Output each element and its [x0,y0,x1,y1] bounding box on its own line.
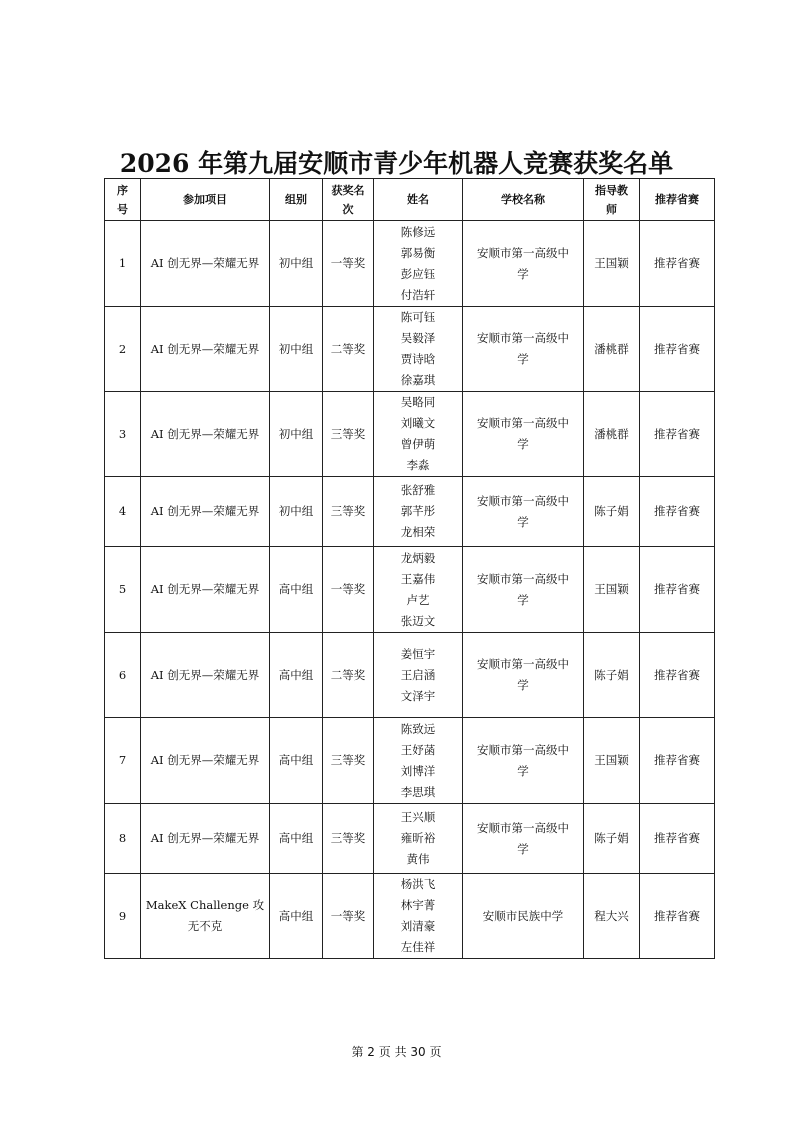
cell-recommend: 推荐省赛 [640,804,715,874]
cell-school [463,633,584,718]
cell-index: 5 [105,547,141,633]
cell-award: 一等奖 [323,547,374,633]
cell-award: 三等奖 [323,392,374,477]
cell-project: AI 创无界—荣耀无界 [141,307,270,392]
cell-names [374,307,463,392]
student-name: 徐嘉琪 [400,373,436,387]
cell-award: 三等奖 [323,477,374,547]
cell-names [374,547,463,633]
student-name: 王兴顺 [400,810,436,824]
cell-names [374,804,463,874]
student-name: 龙相荣 [400,525,436,539]
page-footer [0,1043,793,1060]
student-name: 吴毅泽 [400,331,436,345]
cell-recommend: 推荐省赛 [640,307,715,392]
student-name: 郭易衡 [400,245,436,260]
table-row [105,633,715,718]
cell-project: AI 创无界—荣耀无界 [141,804,270,874]
cell-group: 高中组 [270,718,323,804]
cell-award: 一等奖 [323,874,374,959]
table-row [105,874,715,959]
cell-recommend: 推荐省赛 [640,221,715,307]
student-name: 张迈文 [400,613,436,628]
cell-group: 高中组 [270,547,323,633]
school-name-line: 安顺市第一高级中 [477,820,569,835]
cell-teacher: 王国颖 [584,547,640,633]
cell-index: 9 [105,874,141,959]
header-group: 组别 [270,179,323,221]
cell-index: 4 [105,477,141,547]
school-name-line: 学 [517,514,529,529]
cell-project: AI 创无界—荣耀无界 [141,633,270,718]
table-row [105,477,715,547]
student-name: 刘曦文 [400,416,436,430]
cell-names [374,633,463,718]
student-name: 郭芊彤 [400,504,436,518]
school-name-line: 安顺市第一高级中 [477,331,569,345]
cell-recommend: 推荐省赛 [640,874,715,959]
school-name-line: 学 [517,352,529,366]
cell-project: MakeX Challenge 攻无不克 [141,874,270,959]
cell-project: AI 创无界—荣耀无界 [141,221,270,307]
cell-school [463,718,584,804]
cell-award: 三等奖 [323,718,374,804]
school-name-line: 学 [517,437,529,451]
student-name: 龙炳毅 [400,550,436,565]
school-name-line: 学 [517,678,529,692]
footer-suffix: 页 [429,1045,442,1059]
school-name-line: 安顺市第一高级中 [477,416,569,430]
student-name: 付浩轩 [400,287,436,302]
cell-index: 6 [105,633,141,718]
header-teacher: 指导教 师 [584,179,640,221]
table-row [105,547,715,633]
cell-teacher: 陈子娟 [584,804,640,874]
footer-page-number: 2 [367,1045,375,1059]
header-award: 获奖名 次 [323,179,374,221]
cell-index: 2 [105,307,141,392]
table-header-row [105,179,715,221]
school-name-line: 安顺市第一高级中 [477,657,569,671]
cell-teacher: 潘桃群 [584,392,640,477]
header-project: 参加项目 [141,179,270,221]
table-row [105,392,715,477]
header-school: 学校名称 [463,179,584,221]
cell-project: AI 创无界—荣耀无界 [141,477,270,547]
cell-teacher: 陈子娟 [584,477,640,547]
cell-group: 高中组 [270,804,323,874]
table-row [105,804,715,874]
student-name: 王启涵 [400,667,436,682]
student-name: 姜恒宇 [400,646,436,661]
student-name: 陈修远 [400,224,436,239]
cell-index: 7 [105,718,141,804]
school-name-line: 安顺市民族中学 [482,908,564,923]
cell-group: 高中组 [270,633,323,718]
student-name: 陈致远 [400,721,436,736]
cell-recommend: 推荐省赛 [640,718,715,804]
cell-recommend: 推荐省赛 [640,633,715,718]
cell-school [463,874,584,959]
student-name: 陈可钰 [400,310,436,324]
student-name: 刘博洋 [400,763,436,778]
cell-index: 3 [105,392,141,477]
cell-index: 8 [105,804,141,874]
student-name: 吴略同 [400,395,436,409]
student-name: 黄伟 [406,852,430,866]
cell-project: AI 创无界—荣耀无界 [141,392,270,477]
school-name-line: 学 [517,592,529,607]
table-row [105,718,715,804]
cell-award: 三等奖 [323,804,374,874]
student-name: 文泽宇 [400,688,436,703]
table-row [105,221,715,307]
table-row [105,307,715,392]
cell-group: 初中组 [270,392,323,477]
cell-group: 初中组 [270,221,323,307]
cell-recommend: 推荐省赛 [640,547,715,633]
cell-names [374,221,463,307]
cell-names [374,477,463,547]
cell-group: 初中组 [270,477,323,547]
student-name: 彭应钰 [400,266,436,281]
header-index: 序 号 [105,179,141,221]
cell-award: 二等奖 [323,633,374,718]
cell-school [463,804,584,874]
school-name-line: 学 [517,763,529,778]
student-name: 雍昕裕 [400,831,436,845]
cell-recommend: 推荐省赛 [640,477,715,547]
document-title: 2026 年第九届安顺市青少年机器人竞赛获奖名单 [119,149,674,178]
cell-teacher: 潘桃群 [584,307,640,392]
cell-names [374,718,463,804]
school-name-line: 安顺市第一高级中 [477,742,569,757]
student-name: 贾诗晗 [400,352,436,366]
cell-names [374,392,463,477]
school-name-line: 安顺市第一高级中 [477,571,569,586]
cell-project: AI 创无界—荣耀无界 [141,547,270,633]
student-name: 卢艺 [406,592,430,607]
student-name: 王妤菡 [400,742,436,757]
cell-teacher: 陈子娟 [584,633,640,718]
cell-award: 二等奖 [323,307,374,392]
header-names: 姓名 [374,179,463,221]
school-name-line: 安顺市第一高级中 [477,245,569,260]
cell-award: 一等奖 [323,221,374,307]
footer-middle: 页 共 [378,1045,407,1059]
cell-school [463,221,584,307]
header-recommend: 推荐省赛 [640,179,715,221]
school-name-line: 安顺市第一高级中 [477,493,569,508]
cell-school [463,477,584,547]
student-name: 刘清豪 [400,919,436,933]
student-name: 李思琪 [400,784,436,799]
school-name-line: 学 [517,841,529,856]
cell-index: 1 [105,221,141,307]
cell-school [463,307,584,392]
student-name: 杨洪飞 [400,877,436,891]
student-name: 李淼 [406,458,430,472]
cell-teacher: 王国颖 [584,718,640,804]
footer-prefix: 第 [351,1045,364,1059]
cell-teacher: 王国颖 [584,221,640,307]
school-name-line: 学 [517,266,529,281]
cell-recommend: 推荐省赛 [640,392,715,477]
cell-group: 初中组 [270,307,323,392]
cell-school [463,392,584,477]
student-name: 张舒雅 [400,483,436,497]
cell-names [374,874,463,959]
student-name: 曾伊萌 [400,437,436,451]
student-name: 王嘉伟 [400,571,436,586]
cell-teacher: 程大兴 [584,874,640,959]
awards-table [104,178,715,959]
student-name: 左佳祥 [400,940,436,954]
student-name: 林宇菁 [400,898,436,912]
cell-group: 高中组 [270,874,323,959]
cell-school [463,547,584,633]
cell-project: AI 创无界—荣耀无界 [141,718,270,804]
footer-total-pages: 30 [410,1045,426,1059]
